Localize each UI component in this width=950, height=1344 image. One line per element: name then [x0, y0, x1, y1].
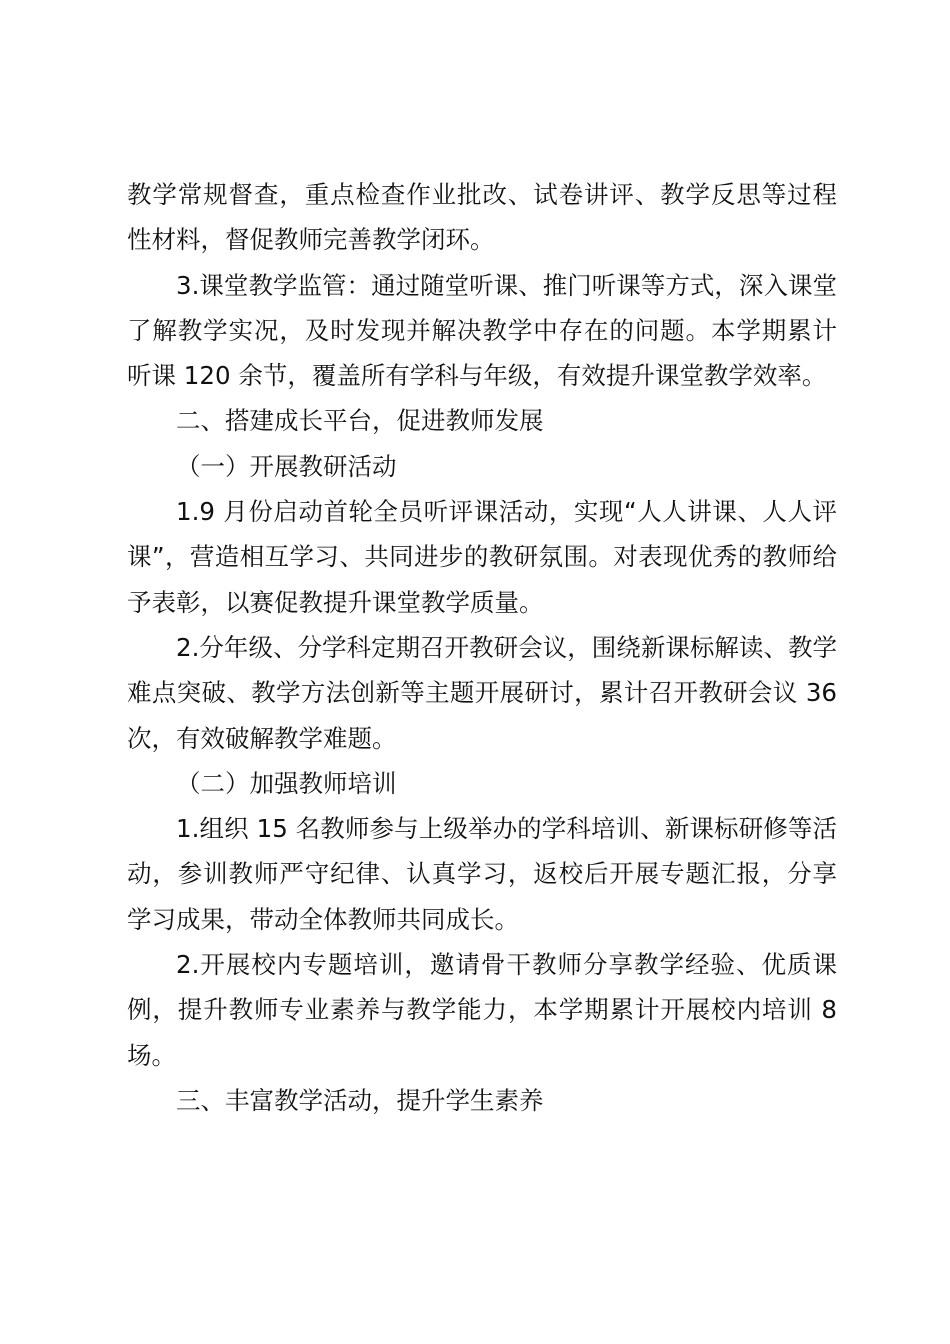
document-body	[127, 172, 837, 1123]
paragraph-external-training: 1.组织 15 名教师参与上级举办的学科培训、新课标研修等活动，参训教师严守纪律、认真学习，返校后开展专题汇报，分享学习成果，带动全体教师共同成长。	[127, 814, 837, 934]
subheading-teaching-research: （一）开展教研活动	[176, 451, 397, 481]
section-heading-student-activities: 三、丰富教学活动，提升学生素养	[176, 1085, 544, 1115]
paragraph-classroom-supervision: 3.课堂教学监管：通过随堂听课、推门听课等方式，深入课堂了解教学实况，及时发现并解决教学中存在的问题。本学期累计听课 120 余节，覆盖所有学科与年级，有效提升课堂教学效率。	[127, 270, 837, 391]
subheading-teacher-training: （二）加强教师培训	[176, 768, 397, 798]
paragraph-lesson-observation: 1.9 月份启动首轮全员听评课活动，实现“人人讲课、人人评课”，营造相互学习、共同进步的教研氛围。对表现优秀的教师给予表彰，以赛促教提升课堂教学质量。	[127, 497, 837, 617]
paragraph-internal-training: 2.开展校内专题培训，邀请骨干教师分享教学经验、优质课例，提升教师专业素养与教学能力，本学期累计开展校内培训 8 场。	[127, 950, 837, 1070]
paragraph-continuation: 教学常规督查，重点检查作业批改、试卷讲评、教学反思等过程性材料，督促教师完善教学闭环。	[127, 180, 837, 255]
paragraph-research-meetings: 2.分年级、分学科定期召开教研会议，围绕新课标解读、教学难点突破、教学方法创新等主题开展研讨，累计召开教研会议 36 次，有效破解教学难题。	[127, 632, 837, 753]
section-heading-teacher-development: 二、搭建成长平台，促进教师发展	[176, 406, 544, 436]
